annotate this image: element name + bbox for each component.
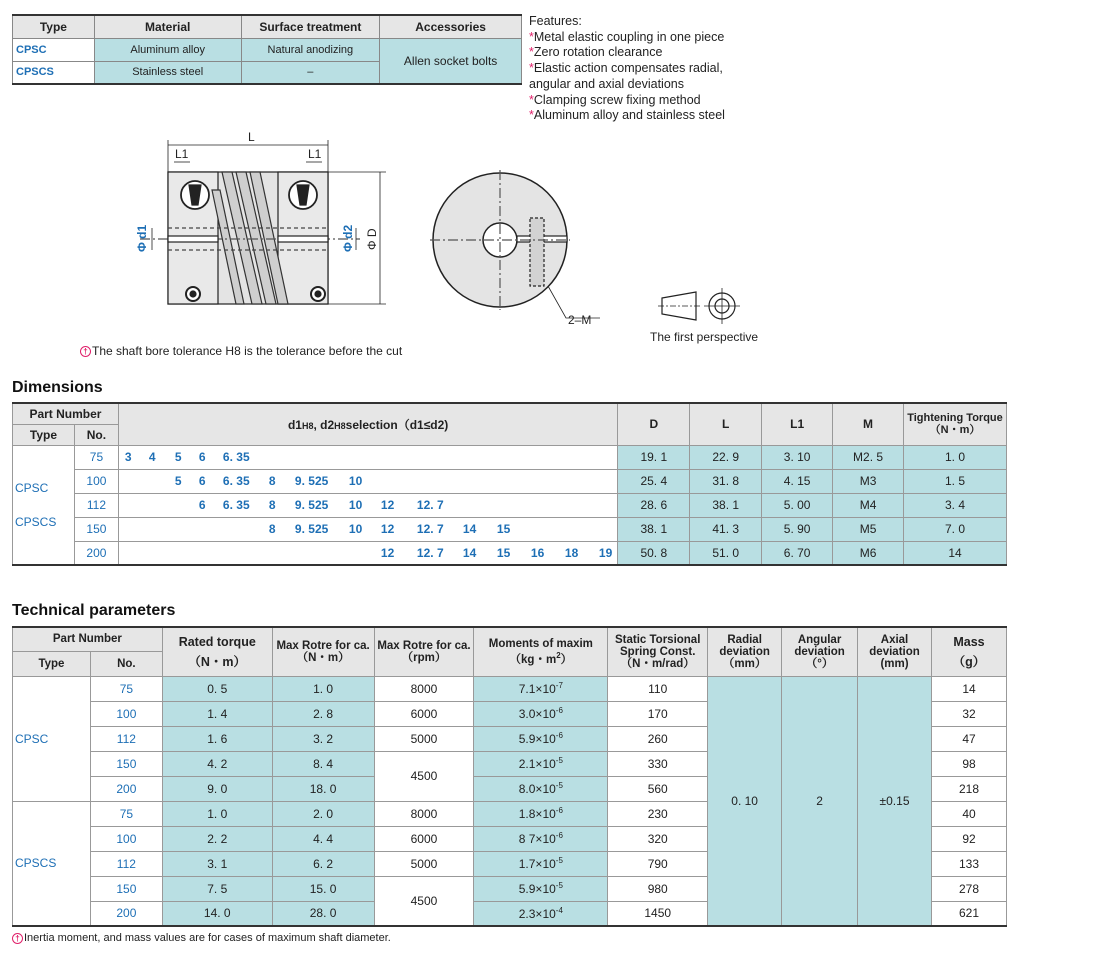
max-rotre-nm-cell: 2. 8 [272, 701, 374, 726]
first-perspective-label: The first perspective [650, 330, 759, 344]
feature-item: *Elastic action compensates radial, [529, 61, 723, 76]
features-list [529, 14, 725, 124]
side-view-drawing [140, 140, 386, 304]
value-l: 38. 1 [690, 493, 762, 517]
value-l: 51. 0 [690, 541, 762, 565]
value-d: 50. 8 [618, 541, 690, 565]
mass-cell: 621 [932, 901, 1007, 926]
spring-const-cell: 260 [608, 726, 708, 751]
value-l1: 3. 10 [762, 445, 833, 469]
moment-cell: $5.9\times 10^{-5}$ [474, 876, 608, 901]
value-t: 1. 0 [904, 445, 1007, 469]
max-rotre-rpm-cell: 4500 [374, 751, 474, 801]
value-t: 3. 4 [904, 493, 1007, 517]
diameter-option: 12 [380, 497, 395, 512]
diameter-option: 6. 35 [222, 473, 250, 488]
header-part-number: Part Number [13, 627, 163, 651]
header-mass: Mass （g） [932, 627, 1007, 676]
diameter-option: 8 [268, 473, 276, 488]
label-L1-right: L1 [308, 147, 322, 161]
surface-cell: – [241, 61, 380, 84]
technical-table [12, 626, 1007, 927]
table-row [13, 517, 1007, 541]
diameter-option: 15 [496, 545, 511, 560]
no-cell: 100 [90, 826, 162, 851]
no-cell: 150 [90, 876, 162, 901]
rated-torque-cell: 0. 5 [162, 676, 272, 701]
moment-cell: $3.0\times 10^{-6}$ [474, 701, 608, 726]
no-cell: 75 [90, 676, 162, 701]
feature-item: *Zero rotation clearance [529, 45, 663, 60]
accessories-cell: Allen socket bolts [380, 38, 522, 84]
material-table [12, 14, 522, 85]
value-m: M3 [833, 469, 904, 493]
value-d: 19. 1 [618, 445, 690, 469]
feature-item: *Aluminum alloy and stainless steel [529, 108, 725, 123]
no-cell: 112 [90, 851, 162, 876]
table-row [13, 541, 1007, 565]
type-cell [13, 445, 75, 565]
type-cpscs: CPSCS [13, 61, 95, 84]
rated-torque-cell: 4. 2 [162, 751, 272, 776]
moment-cell: $5.9\times 10^{-6}$ [474, 726, 608, 751]
dimensions-table [12, 402, 1007, 566]
type-cell: CPSC [13, 676, 91, 801]
type-cell: CPSCS [13, 801, 91, 926]
header-M: M [833, 403, 904, 445]
no-cell: 112 [74, 493, 118, 517]
diameter-option: 14 [462, 545, 477, 560]
selection-cell [118, 493, 617, 517]
table-row [13, 676, 1007, 701]
label-M: 2–M [568, 313, 592, 327]
max-rotre-nm-cell: 6. 2 [272, 851, 374, 876]
label-L1-left: L1 [175, 147, 189, 161]
max-rotre-nm-cell: 18. 0 [272, 776, 374, 801]
header-D: D [618, 403, 690, 445]
no-cell: 200 [74, 541, 118, 565]
moment-cell: $7.1\times 10^{-7}$ [474, 676, 608, 701]
header-type: Type [13, 15, 95, 38]
rated-torque-cell: 3. 1 [162, 851, 272, 876]
no-cell: 150 [74, 517, 118, 541]
material-cell: Aluminum alloy [94, 38, 241, 61]
angular-cell: 2 [782, 676, 858, 926]
value-m: M6 [833, 541, 904, 565]
diameter-option: 12. 7 [416, 545, 444, 560]
diameter-option: 12. 7 [416, 497, 444, 512]
diameter-option: 10 [348, 521, 363, 536]
header-max-rotre-rpm: Max Rotre for ca. （rpm） [374, 627, 474, 676]
mass-cell: 218 [932, 776, 1007, 801]
mass-cell: 278 [932, 876, 1007, 901]
header-surface: Surface treatment [241, 15, 380, 38]
value-l1: 5. 00 [762, 493, 833, 517]
header-max-rotre-nm: Max Rotre for ca. （N・m） [272, 627, 374, 676]
max-rotre-nm-cell: 8. 4 [272, 751, 374, 776]
header-material: Material [94, 15, 241, 38]
diameter-option: 6 [198, 449, 206, 464]
diameter-option: 16 [530, 545, 545, 560]
diameter-option: 18 [564, 545, 579, 560]
header-type: Type [13, 424, 75, 445]
value-t: 7. 0 [904, 517, 1007, 541]
label-D: Φ D [365, 228, 379, 250]
diameter-option: 19 [598, 545, 613, 560]
max-rotre-nm-cell: 28. 0 [272, 901, 374, 926]
selection-cell [118, 517, 617, 541]
label-d1: Φ d1 [135, 224, 149, 252]
table-row [13, 493, 1007, 517]
radial-cell: 0. 10 [708, 676, 782, 926]
header-spring-const: Static Torsional Spring Const. （N・m/rad） [608, 627, 708, 676]
header-L: L [690, 403, 762, 445]
moment-cell: $1.7\times 10^{-5}$ [474, 851, 608, 876]
spring-const-cell: 230 [608, 801, 708, 826]
value-d: 38. 1 [618, 517, 690, 541]
diameter-option: 5 [174, 473, 182, 488]
value-t: 1. 5 [904, 469, 1007, 493]
diameter-option: 6. 35 [222, 449, 250, 464]
value-l: 22. 9 [690, 445, 762, 469]
rated-torque-cell: 9. 0 [162, 776, 272, 801]
note-icon: † [80, 346, 91, 357]
axial-cell: ±0.15 [858, 676, 932, 926]
selection-cell [118, 445, 617, 469]
max-rotre-rpm-cell: 5000 [374, 726, 474, 751]
selection-cell [118, 469, 617, 493]
rated-torque-cell: 2. 2 [162, 826, 272, 851]
diameter-option: 10 [348, 473, 363, 488]
diameter-option: 9. 525 [294, 497, 329, 512]
moment-cell: $8.0\times 10^{-5}$ [474, 776, 608, 801]
max-rotre-rpm-cell: 4500 [374, 876, 474, 926]
mass-cell: 47 [932, 726, 1007, 751]
diameter-option: 5 [174, 449, 182, 464]
no-cell: 75 [74, 445, 118, 469]
diameter-option: 12 [380, 521, 395, 536]
moment-cell: $1.8\times 10^{-6}$ [474, 801, 608, 826]
no-cell: 150 [90, 751, 162, 776]
features-title: Features: [529, 14, 582, 28]
diameter-option: 12 [380, 545, 395, 560]
value-m: M4 [833, 493, 904, 517]
spring-const-cell: 790 [608, 851, 708, 876]
rated-torque-cell: 7. 5 [162, 876, 272, 901]
value-m: M2. 5 [833, 445, 904, 469]
diameter-option: 6. 35 [222, 497, 250, 512]
spring-const-cell: 1450 [608, 901, 708, 926]
mass-cell: 40 [932, 801, 1007, 826]
value-l1: 6. 70 [762, 541, 833, 565]
header-rated-torque: Rated torque （N・m） [162, 627, 272, 676]
value-l: 41. 3 [690, 517, 762, 541]
label-L: L [248, 130, 255, 144]
rated-torque-cell: 1. 0 [162, 801, 272, 826]
feature-item: *Metal elastic coupling in one piece [529, 29, 725, 44]
value-l: 31. 8 [690, 469, 762, 493]
no-cell: 100 [74, 469, 118, 493]
diameter-option: 4 [148, 449, 156, 464]
diameter-option: 9. 525 [294, 521, 329, 536]
value-l1: 4. 15 [762, 469, 833, 493]
moment-cell: $2.3\times 10^{-4}$ [474, 901, 608, 926]
rated-torque-cell: 14. 0 [162, 901, 272, 926]
value-t: 14 [904, 541, 1007, 565]
spring-const-cell: 560 [608, 776, 708, 801]
moment-cell: 8 $7\times 10^{-6}$ [474, 826, 608, 851]
no-cell: 200 [90, 901, 162, 926]
rated-torque-cell: 1. 6 [162, 726, 272, 751]
header-part-number: Part Number [13, 403, 119, 424]
header-axial: Axial deviation (mm) [858, 627, 932, 676]
feature-item-continuation: angular and axial deviations [529, 76, 684, 91]
diameter-option: 3 [124, 449, 132, 464]
max-rotre-rpm-cell: 5000 [374, 851, 474, 876]
no-cell: 112 [90, 726, 162, 751]
header-type: Type [13, 651, 91, 676]
bore-tolerance-note: † The shaft bore tolerance H8 is the tolerance before the cut [80, 344, 402, 358]
technical-title: Technical parameters [12, 602, 176, 619]
diameter-option: 9. 525 [294, 473, 329, 488]
spring-const-cell: 330 [608, 751, 708, 776]
max-rotre-nm-cell: 1. 0 [272, 676, 374, 701]
diameter-option: 6 [198, 497, 206, 512]
value-d: 25. 4 [618, 469, 690, 493]
mass-cell: 98 [932, 751, 1007, 776]
note-icon: † [12, 933, 23, 944]
no-cell: 100 [90, 701, 162, 726]
value-l1: 5. 90 [762, 517, 833, 541]
mass-cell: 14 [932, 676, 1007, 701]
max-rotre-nm-cell: 3. 2 [272, 726, 374, 751]
max-rotre-nm-cell: 2. 0 [272, 801, 374, 826]
table-row [13, 445, 1007, 469]
mass-cell: 133 [932, 851, 1007, 876]
coupling-drawings [0, 120, 800, 345]
diameter-option: 15 [496, 521, 511, 536]
spring-const-cell: 320 [608, 826, 708, 851]
header-L1: L1 [762, 403, 833, 445]
max-rotre-rpm-cell: 6000 [374, 701, 474, 726]
first-perspective-symbol [658, 288, 740, 324]
max-rotre-rpm-cell: 6000 [374, 826, 474, 851]
type-cpsc: CPSC [15, 480, 49, 495]
diameter-option: 10 [348, 497, 363, 512]
header-radial: Radial deviation （mm） [708, 627, 782, 676]
diameter-option: 8 [268, 497, 276, 512]
type-cpsc: CPSC [13, 38, 95, 61]
feature-item: *Clamping screw fixing method [529, 92, 701, 107]
selection-cell [118, 541, 617, 565]
header-no: No. [74, 424, 118, 445]
material-cell: Stainless steel [94, 61, 241, 84]
spring-const-cell: 980 [608, 876, 708, 901]
header-moments: Moments of maxim （kg・$m^2$） [474, 627, 608, 676]
max-rotre-nm-cell: 15. 0 [272, 876, 374, 901]
type-cpscs: CPSCS [15, 514, 57, 529]
spring-const-cell: 170 [608, 701, 708, 726]
no-cell: 75 [90, 801, 162, 826]
table-row [13, 469, 1007, 493]
diameter-option: 12. 7 [416, 521, 444, 536]
spring-const-cell: 110 [608, 676, 708, 701]
header-no: No. [90, 651, 162, 676]
mass-cell: 92 [932, 826, 1007, 851]
header-angular: Angular deviation （°） [782, 627, 858, 676]
diameter-option: 14 [462, 521, 477, 536]
label-d2: Φ d2 [341, 224, 355, 252]
dimensions-title: Dimensions [12, 379, 103, 396]
value-m: M5 [833, 517, 904, 541]
no-cell: 200 [90, 776, 162, 801]
max-rotre-nm-cell: 4. 4 [272, 826, 374, 851]
diameter-option: 8 [268, 521, 276, 536]
header-selection: d1H8, d2H8selection（d1≤d2) [118, 403, 617, 445]
surface-cell: Natural anodizing [241, 38, 380, 61]
inertia-note: † Inertia moment, and mass values are for cases of maximum shaft diameter. [12, 932, 391, 944]
moment-cell: $2.1\times 10^{-5}$ [474, 751, 608, 776]
diameter-option: 6 [198, 473, 206, 488]
value-d: 28. 6 [618, 493, 690, 517]
max-rotre-rpm-cell: 8000 [374, 801, 474, 826]
header-torque: Tightening Torque （N・m） [904, 403, 1007, 445]
end-view-drawing [430, 170, 600, 318]
max-rotre-rpm-cell: 8000 [374, 676, 474, 701]
rated-torque-cell: 1. 4 [162, 701, 272, 726]
header-accessories: Accessories [380, 15, 522, 38]
mass-cell: 32 [932, 701, 1007, 726]
